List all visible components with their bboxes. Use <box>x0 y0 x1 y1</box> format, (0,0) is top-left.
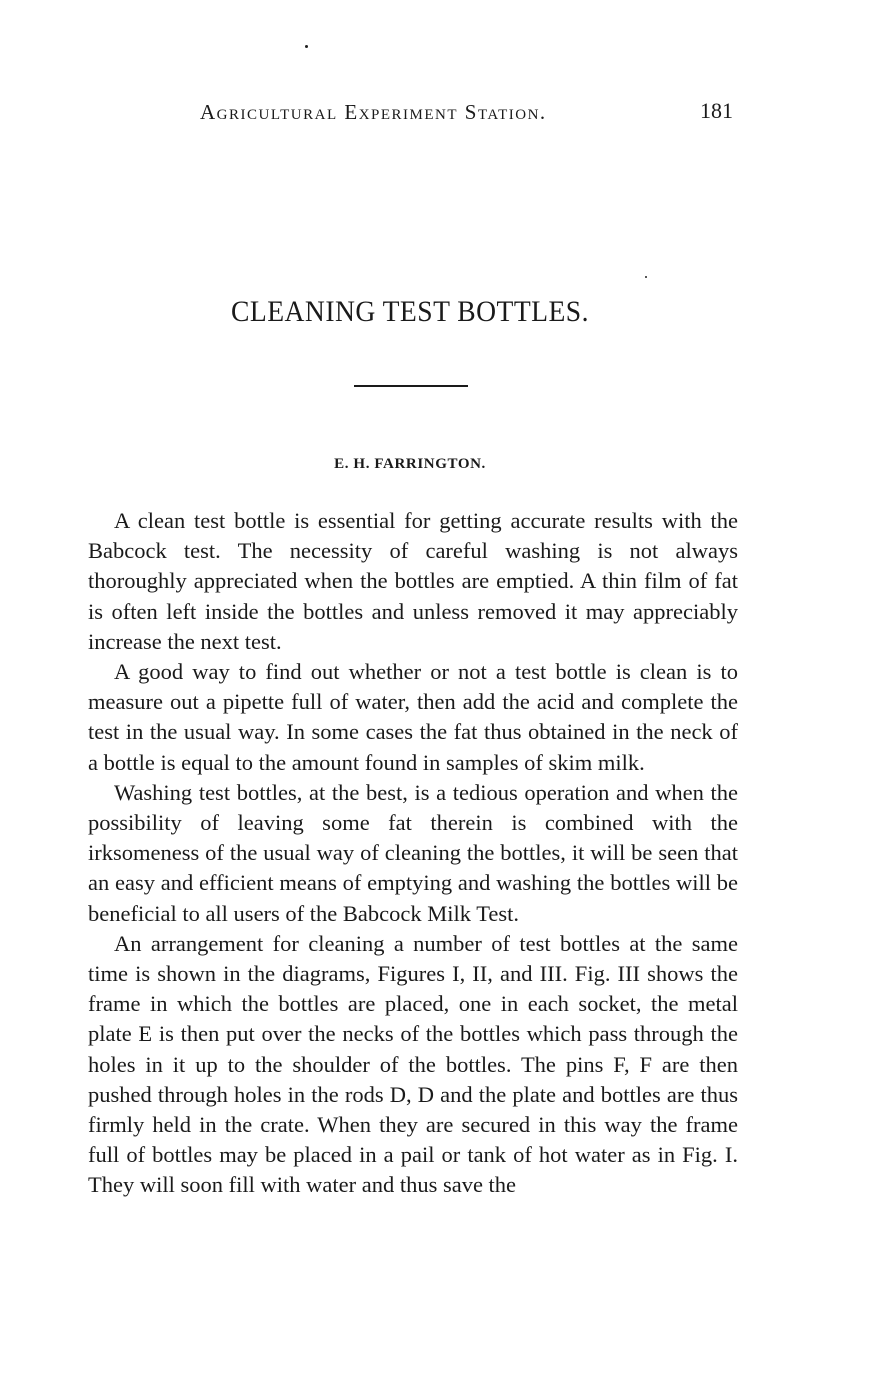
article-body <box>88 506 738 1201</box>
body-paragraph: A clean test bottle is essential for getting accurate results with the Babcock test. The necessity of careful washing is not always thoroughly appreciated when the bottles are emptied. A thin film of fat is often left inside the bottles and unless removed it may appreciably increase the next test. <box>88 508 738 654</box>
article-title: CLEANING TEST BOTTLES. <box>231 295 589 328</box>
body-paragraph: Washing test bottles, at the best, is a tedious operation and when the possibility of leaving some fat therein is combined with the irksomeness of the usual way of cleaning the bottles, it will be seen that an easy and efficient means of emptying and washing the bottles will be beneficial to all users of the Babcock Milk Test. <box>88 779 738 926</box>
print-speck <box>305 45 308 48</box>
title-divider <box>354 385 468 387</box>
running-header: Agricultural Experiment Station. <box>200 100 547 124</box>
body-paragraph: An arrangement for cleaning a number of test bottles at the same time is shown in the diagrams, Figures I, II, and III. Fig. III shows the frame in which the bottles are placed, one in each socket, the metal plate E is then put over the necks of the bottles which pass through the holes in it up to the shoulder of the bottles. The pins F, F are then pushed through holes in the rods D, D and the plate and bottles are thus firmly held in the crate. When they are secured in this way the frame full of bottles may be placed in a pail or tank of hot water as in Fig. I. They will soon fill with water and thus save the <box>88 930 738 1198</box>
body-paragraph: A good way to find out whether or not a test bottle is clean is to measure out a pipette full of water, then add the acid and complete the test in the usual way. In some cases the fat thus obtained in the neck of a bottle is equal to the amount found in samples of skim milk. <box>88 659 738 775</box>
print-speck <box>645 276 647 278</box>
article-author: E. H. FARRINGTON. <box>334 456 486 472</box>
page-number: 181 <box>700 98 733 123</box>
